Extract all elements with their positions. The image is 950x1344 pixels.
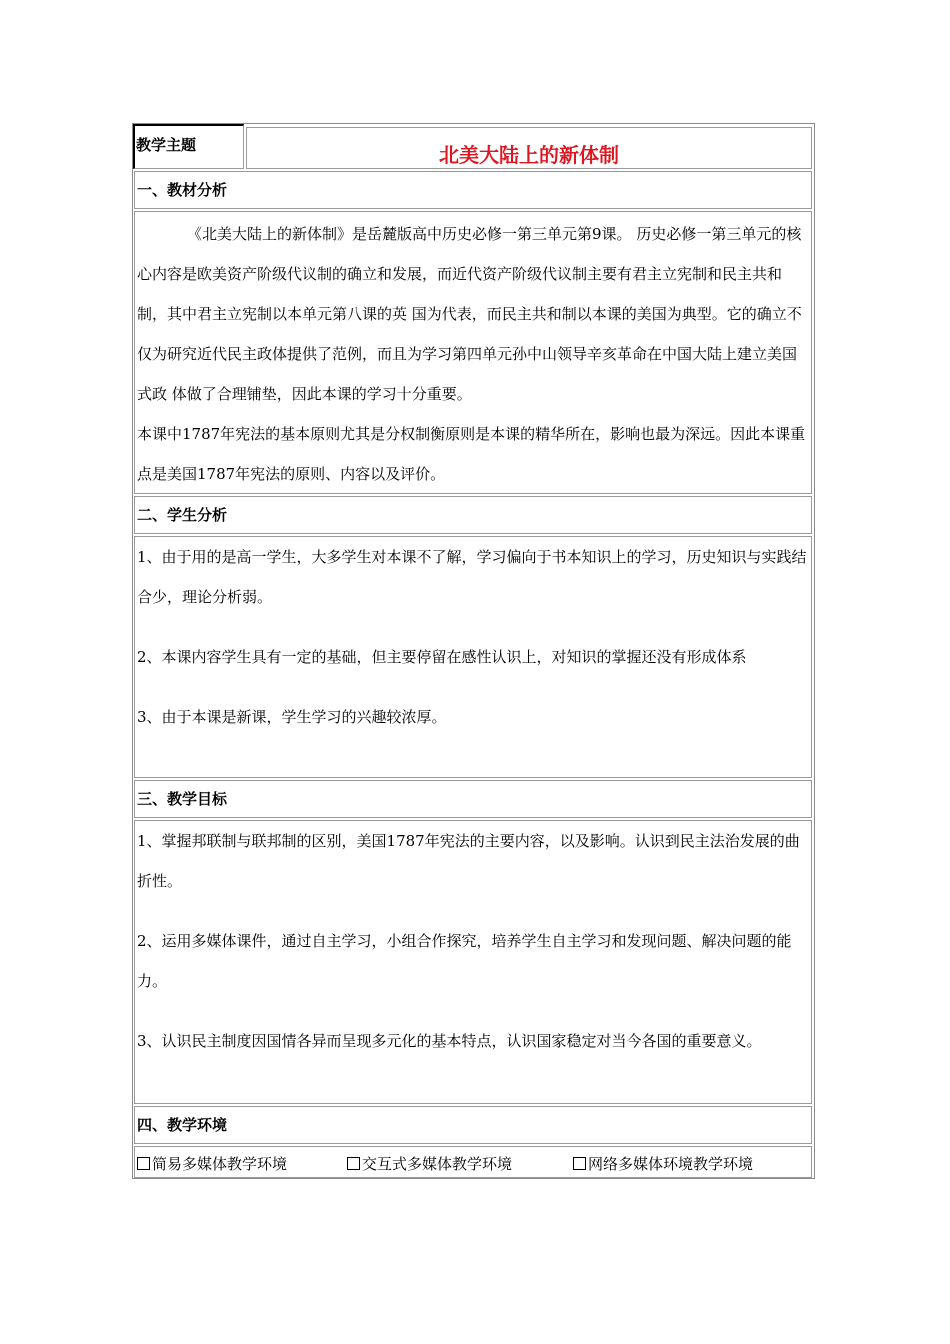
section-heading-cell (134, 496, 812, 534)
environment-option[interactable] (573, 1153, 753, 1174)
section-heading-students: 二、学生分析 (137, 506, 228, 524)
section-body-cell (134, 1146, 812, 1178)
checkbox-icon[interactable] (347, 1157, 360, 1170)
section-body-cell (134, 211, 812, 494)
section-heading-cell (134, 780, 812, 818)
list-item: 1、由于用的是高一学生，大多学生对本课不了解，学习偏向于书本知识上的学习，历史知识与实践结合少，理论分析弱。 (137, 548, 807, 606)
environment-option-label: 交互式多媒体教学环境 (362, 1155, 513, 1173)
topic-label-cell (133, 124, 244, 169)
environment-option[interactable] (137, 1153, 287, 1174)
textbook-paragraph: 本课中1787年宪法的基本原则尤其是分权制衡原则是本课的精华所在，影响也最为深远。因此本课重点是美国1787年宪法的原则、内容以及评价。 (137, 425, 806, 483)
topic-title-cell (246, 127, 812, 169)
section-body-cell (134, 536, 812, 778)
section-heading-textbook: 一、教材分析 (137, 181, 228, 199)
section-heading-goals: 三、教学目标 (137, 790, 228, 808)
section-heading-cell (134, 1106, 812, 1144)
environment-option-label: 简易多媒体教学环境 (152, 1155, 288, 1173)
checkbox-icon[interactable] (137, 1157, 150, 1170)
section-heading-cell (134, 171, 812, 209)
section-heading-environment: 四、教学环境 (137, 1116, 228, 1134)
list-item: 2、本课内容学生具有一定的基础，但主要停留在感性认识上，对知识的掌握还没有形成体系 (137, 648, 747, 666)
textbook-paragraph: 《北美大陆上的新体制》是岳麓版高中历史必修一第三单元第9课。 历史必修一第三单元的核心内容是欧美资产阶级代议制的确立和发展，而近代资产阶级代议制主要有君主立宪制和民主共和制，其中君主立宪制以本单元第八课的英 国为代表，而民主共和制以本课的美国为典型。它的确立不仅为研究近代民主政体提供了范例，而且为学习第四单元孙中山领导辛亥革命在中国大陆上建立美国式政 体做了合理铺垫，因此本课的学习十分重要。 (137, 225, 802, 403)
list-item: 2、运用多媒体课件，通过自主学习，小组合作探究，培养学生自主学习和发现问题、解决问题的能力。 (137, 932, 792, 990)
checkbox-icon[interactable] (573, 1157, 586, 1170)
list-item: 1、掌握邦联制与联邦制的区别，美国1787年宪法的主要内容，以及影响。认识到民主法治发展的曲折性。 (137, 832, 800, 890)
section-body-cell (134, 820, 812, 1104)
lesson-title: 北美大陆上的新体制 (439, 143, 619, 167)
environment-option-label: 网络多媒体环境教学环境 (588, 1155, 754, 1173)
lesson-plan-table (132, 123, 815, 1179)
topic-label: 教学主题 (136, 136, 197, 154)
environment-option[interactable] (347, 1153, 512, 1174)
list-item: 3、认识民主制度因国情各异而呈现多元化的基本特点，认识国家稳定对当今各国的重要意义。 (137, 1032, 762, 1050)
list-item: 3、由于本课是新课，学生学习的兴趣较浓厚。 (137, 708, 447, 726)
